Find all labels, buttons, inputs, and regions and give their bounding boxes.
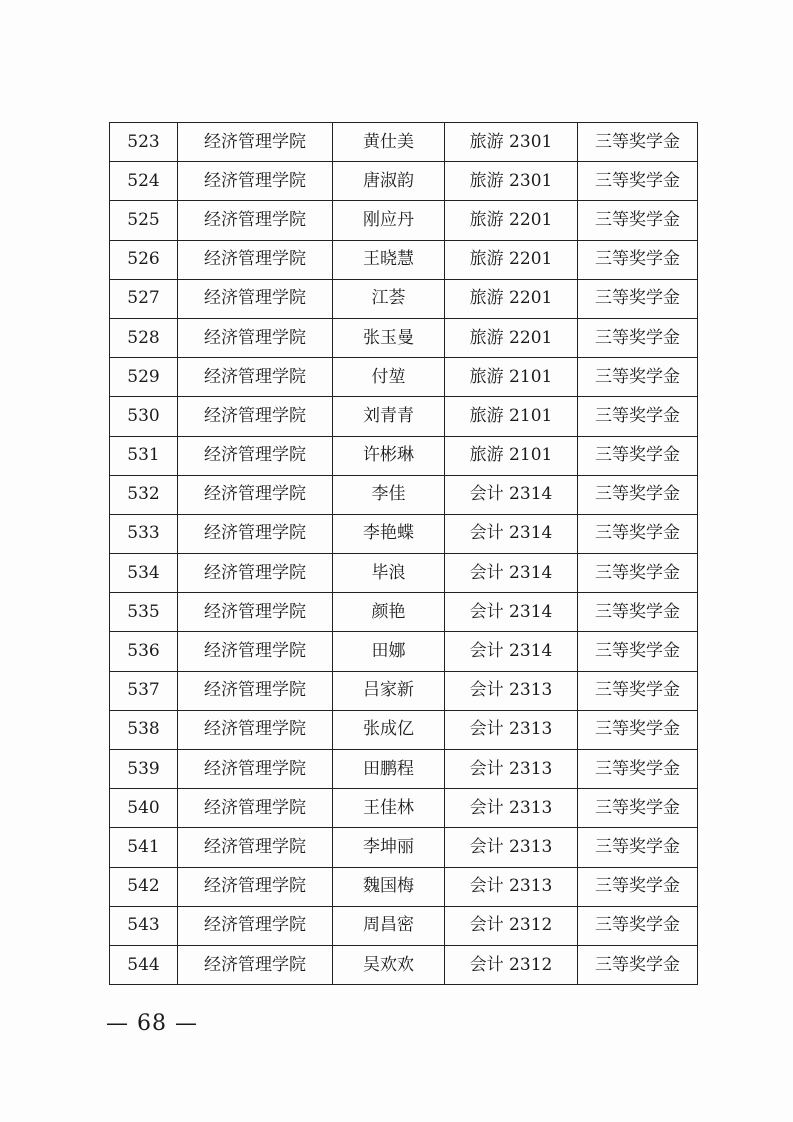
table-row — [110, 436, 698, 475]
table-row — [110, 671, 698, 710]
award-cell: 三等奖学金 — [578, 279, 698, 318]
table-row — [110, 906, 698, 945]
award-cell: 三等奖学金 — [578, 240, 698, 279]
class-cell: 旅游 2101 — [445, 358, 578, 397]
college-cell: 经济管理学院 — [178, 201, 333, 240]
student-name-cell: 黄仕美 — [333, 123, 445, 162]
table-row — [110, 201, 698, 240]
page-number: — 68 — — [106, 1011, 198, 1036]
row-number-cell: 540 — [110, 789, 178, 828]
table-row — [110, 514, 698, 553]
class-cell: 旅游 2301 — [445, 162, 578, 201]
college-cell: 经济管理学院 — [178, 475, 333, 514]
class-cell: 会计 2313 — [445, 828, 578, 867]
class-cell: 会计 2314 — [445, 475, 578, 514]
table-row — [110, 318, 698, 357]
student-name-cell: 吕家新 — [333, 671, 445, 710]
row-number-cell: 533 — [110, 514, 178, 553]
class-cell: 旅游 2101 — [445, 436, 578, 475]
college-cell: 经济管理学院 — [178, 162, 333, 201]
table-row — [110, 867, 698, 906]
row-number-cell: 532 — [110, 475, 178, 514]
college-cell: 经济管理学院 — [178, 710, 333, 749]
college-cell: 经济管理学院 — [178, 358, 333, 397]
student-name-cell: 魏国梅 — [333, 867, 445, 906]
class-cell: 会计 2314 — [445, 514, 578, 553]
student-name-cell: 颜艳 — [333, 593, 445, 632]
college-cell: 经济管理学院 — [178, 240, 333, 279]
row-number-cell: 530 — [110, 397, 178, 436]
award-cell: 三等奖学金 — [578, 318, 698, 357]
student-name-cell: 王佳林 — [333, 789, 445, 828]
award-cell: 三等奖学金 — [578, 671, 698, 710]
class-cell: 会计 2312 — [445, 906, 578, 945]
student-name-cell: 田娜 — [333, 632, 445, 671]
row-number-cell: 526 — [110, 240, 178, 279]
class-cell: 旅游 2101 — [445, 397, 578, 436]
college-cell: 经济管理学院 — [178, 123, 333, 162]
student-name-cell: 许彬琳 — [333, 436, 445, 475]
table-row — [110, 358, 698, 397]
college-cell: 经济管理学院 — [178, 514, 333, 553]
award-cell: 三等奖学金 — [578, 945, 698, 984]
row-number-cell: 535 — [110, 593, 178, 632]
college-cell: 经济管理学院 — [178, 945, 333, 984]
college-cell: 经济管理学院 — [178, 279, 333, 318]
table-row — [110, 162, 698, 201]
award-cell: 三等奖学金 — [578, 632, 698, 671]
class-cell: 会计 2314 — [445, 632, 578, 671]
table-row — [110, 397, 698, 436]
award-cell: 三等奖学金 — [578, 358, 698, 397]
table-row — [110, 710, 698, 749]
award-cell: 三等奖学金 — [578, 750, 698, 789]
award-cell: 三等奖学金 — [578, 201, 698, 240]
table-row — [110, 279, 698, 318]
award-cell: 三等奖学金 — [578, 162, 698, 201]
table-row — [110, 593, 698, 632]
student-name-cell: 李坤丽 — [333, 828, 445, 867]
table-row — [110, 750, 698, 789]
table-row — [110, 240, 698, 279]
student-name-cell: 周昌密 — [333, 906, 445, 945]
student-name-cell: 王晓慧 — [333, 240, 445, 279]
row-number-cell: 523 — [110, 123, 178, 162]
student-name-cell: 田鹏程 — [333, 750, 445, 789]
class-cell: 旅游 2201 — [445, 318, 578, 357]
row-number-cell: 536 — [110, 632, 178, 671]
award-cell: 三等奖学金 — [578, 593, 698, 632]
row-number-cell: 527 — [110, 279, 178, 318]
college-cell: 经济管理学院 — [178, 436, 333, 475]
college-cell: 经济管理学院 — [178, 632, 333, 671]
college-cell: 经济管理学院 — [178, 671, 333, 710]
class-cell: 会计 2312 — [445, 945, 578, 984]
college-cell: 经济管理学院 — [178, 750, 333, 789]
student-name-cell: 唐淑韵 — [333, 162, 445, 201]
row-number-cell: 524 — [110, 162, 178, 201]
row-number-cell: 543 — [110, 906, 178, 945]
student-name-cell: 张玉曼 — [333, 318, 445, 357]
class-cell: 旅游 2201 — [445, 240, 578, 279]
award-cell: 三等奖学金 — [578, 436, 698, 475]
award-cell: 三等奖学金 — [578, 789, 698, 828]
class-cell: 旅游 2301 — [445, 123, 578, 162]
scholarship-table-body — [110, 123, 698, 985]
class-cell: 会计 2313 — [445, 867, 578, 906]
class-cell: 会计 2314 — [445, 554, 578, 593]
class-cell: 旅游 2201 — [445, 201, 578, 240]
award-cell: 三等奖学金 — [578, 554, 698, 593]
college-cell: 经济管理学院 — [178, 554, 333, 593]
row-number-cell: 544 — [110, 945, 178, 984]
table-row — [110, 475, 698, 514]
award-cell: 三等奖学金 — [578, 710, 698, 749]
table-row — [110, 945, 698, 984]
row-number-cell: 534 — [110, 554, 178, 593]
row-number-cell: 528 — [110, 318, 178, 357]
row-number-cell: 529 — [110, 358, 178, 397]
class-cell: 会计 2313 — [445, 750, 578, 789]
student-name-cell: 付堃 — [333, 358, 445, 397]
college-cell: 经济管理学院 — [178, 318, 333, 357]
award-cell: 三等奖学金 — [578, 828, 698, 867]
award-cell: 三等奖学金 — [578, 514, 698, 553]
row-number-cell: 541 — [110, 828, 178, 867]
student-name-cell: 李艳蝶 — [333, 514, 445, 553]
table-row — [110, 554, 698, 593]
student-name-cell: 张成亿 — [333, 710, 445, 749]
college-cell: 经济管理学院 — [178, 906, 333, 945]
table-row — [110, 828, 698, 867]
row-number-cell: 538 — [110, 710, 178, 749]
college-cell: 经济管理学院 — [178, 789, 333, 828]
student-name-cell: 刚应丹 — [333, 201, 445, 240]
scholarship-table — [109, 122, 698, 985]
student-name-cell: 毕浪 — [333, 554, 445, 593]
college-cell: 经济管理学院 — [178, 828, 333, 867]
college-cell: 经济管理学院 — [178, 397, 333, 436]
table-row — [110, 789, 698, 828]
award-cell: 三等奖学金 — [578, 123, 698, 162]
table-row — [110, 632, 698, 671]
student-name-cell: 刘青青 — [333, 397, 445, 436]
award-cell: 三等奖学金 — [578, 906, 698, 945]
class-cell: 旅游 2201 — [445, 279, 578, 318]
row-number-cell: 531 — [110, 436, 178, 475]
row-number-cell: 525 — [110, 201, 178, 240]
class-cell: 会计 2314 — [445, 593, 578, 632]
row-number-cell: 539 — [110, 750, 178, 789]
student-name-cell: 吴欢欢 — [333, 945, 445, 984]
row-number-cell: 537 — [110, 671, 178, 710]
class-cell: 会计 2313 — [445, 710, 578, 749]
table-row — [110, 123, 698, 162]
award-cell: 三等奖学金 — [578, 397, 698, 436]
college-cell: 经济管理学院 — [178, 867, 333, 906]
row-number-cell: 542 — [110, 867, 178, 906]
class-cell: 会计 2313 — [445, 789, 578, 828]
student-name-cell: 江荟 — [333, 279, 445, 318]
award-cell: 三等奖学金 — [578, 475, 698, 514]
class-cell: 会计 2313 — [445, 671, 578, 710]
award-cell: 三等奖学金 — [578, 867, 698, 906]
student-name-cell: 李佳 — [333, 475, 445, 514]
college-cell: 经济管理学院 — [178, 593, 333, 632]
